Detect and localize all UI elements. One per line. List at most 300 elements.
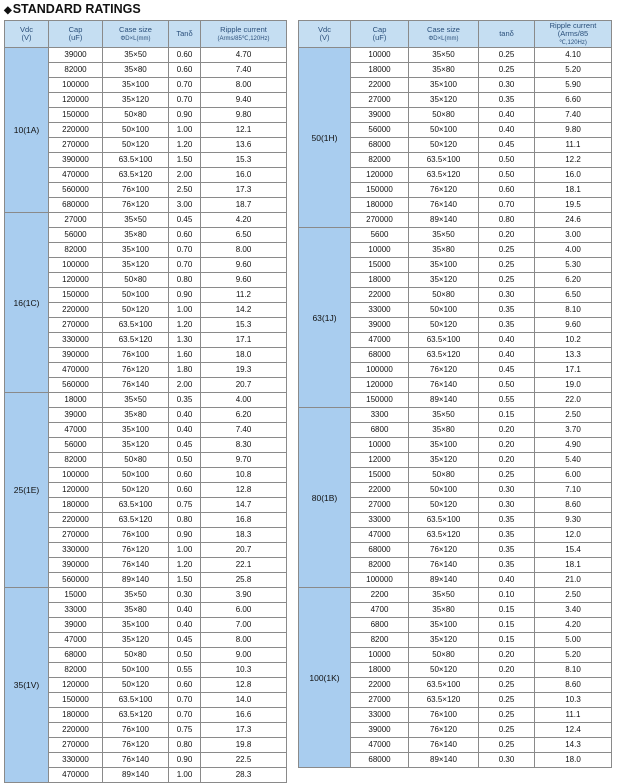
ripple-cell: 19.3: [201, 363, 287, 378]
tan-cell: 0.30: [169, 588, 201, 603]
cap-cell: 3300: [351, 408, 409, 423]
ripple-cell: 24.6: [535, 213, 612, 228]
tan-cell: 0.45: [479, 363, 535, 378]
tan-cell: 0.25: [479, 693, 535, 708]
ripple-cell: 14.0: [201, 693, 287, 708]
ripple-cell: 12.2: [535, 153, 612, 168]
cap-cell: 15000: [49, 588, 103, 603]
case-size-cell: 35×50: [103, 48, 169, 63]
tan-cell: 0.80: [169, 513, 201, 528]
ripple-cell: 12.1: [201, 123, 287, 138]
cap-cell: 47000: [351, 333, 409, 348]
case-size-cell: 76×100: [103, 723, 169, 738]
ripple-cell: 8.30: [201, 438, 287, 453]
voltage-group-cell: 25(1E): [5, 393, 49, 588]
ripple-cell: 14.3: [535, 738, 612, 753]
cap-cell: 82000: [49, 453, 103, 468]
cap-cell: 390000: [49, 153, 103, 168]
case-size-cell: 76×100: [103, 183, 169, 198]
cap-cell: 100000: [49, 468, 103, 483]
cap-cell: 47000: [49, 423, 103, 438]
voltage-group-cell: 63(1J): [299, 228, 351, 408]
ripple-cell: 17.1: [201, 333, 287, 348]
case-size-cell: 63.5×120: [409, 168, 479, 183]
ripple-cell: 17.1: [535, 363, 612, 378]
tan-cell: 0.40: [479, 108, 535, 123]
cap-cell: 10000: [351, 438, 409, 453]
case-size-cell: 35×120: [103, 93, 169, 108]
tan-cell: 0.90: [169, 528, 201, 543]
case-size-cell: 50×80: [409, 288, 479, 303]
case-size-cell: 76×140: [409, 738, 479, 753]
case-size-cell: 50×100: [103, 663, 169, 678]
case-size-cell: 63.5×100: [409, 333, 479, 348]
cap-cell: 180000: [49, 498, 103, 513]
tan-cell: 0.35: [479, 318, 535, 333]
tan-cell: 0.25: [479, 723, 535, 738]
cap-cell: 68000: [351, 348, 409, 363]
tan-cell: 1.20: [169, 558, 201, 573]
tan-cell: 0.60: [169, 63, 201, 78]
case-size-cell: 76×120: [409, 183, 479, 198]
ripple-cell: 10.3: [535, 693, 612, 708]
case-size-cell: 35×80: [103, 63, 169, 78]
table-row: [299, 588, 612, 603]
ripple-cell: 6.50: [201, 228, 287, 243]
cap-cell: 68000: [49, 648, 103, 663]
table-row: [299, 48, 612, 63]
table-row: [5, 213, 287, 228]
tan-cell: 1.20: [169, 138, 201, 153]
cap-cell: 680000: [49, 198, 103, 213]
cap-cell: 18000: [49, 393, 103, 408]
ripple-cell: 12.8: [201, 678, 287, 693]
case-size-cell: 35×50: [103, 588, 169, 603]
ripple-cell: 6.20: [535, 273, 612, 288]
tan-cell: 0.70: [479, 198, 535, 213]
cap-cell: 18000: [351, 663, 409, 678]
ripple-cell: 8.00: [201, 78, 287, 93]
ripple-cell: 19.5: [535, 198, 612, 213]
cap-cell: 270000: [49, 738, 103, 753]
case-size-cell: 76×140: [409, 558, 479, 573]
cap-cell: 39000: [49, 408, 103, 423]
tan-cell: 0.70: [169, 693, 201, 708]
tan-cell: 0.35: [479, 303, 535, 318]
header-case-size: Case size ΦD×L(mm): [409, 21, 479, 48]
tan-cell: 1.60: [169, 348, 201, 363]
cap-cell: 180000: [49, 708, 103, 723]
table-row: [5, 48, 287, 63]
ripple-cell: 8.10: [535, 303, 612, 318]
ripple-cell: 4.00: [535, 243, 612, 258]
ripple-cell: 6.50: [535, 288, 612, 303]
case-size-cell: 50×100: [103, 123, 169, 138]
cap-cell: 68000: [351, 753, 409, 768]
cap-cell: 120000: [49, 483, 103, 498]
cap-cell: 33000: [351, 303, 409, 318]
tan-cell: 0.75: [169, 498, 201, 513]
ripple-cell: 3.90: [201, 588, 287, 603]
case-size-cell: 63.5×100: [103, 318, 169, 333]
case-size-cell: 76×120: [409, 543, 479, 558]
cap-cell: 6800: [351, 423, 409, 438]
case-size-cell: 76×120: [409, 723, 479, 738]
ripple-cell: 4.10: [535, 48, 612, 63]
case-size-cell: 76×100: [103, 348, 169, 363]
cap-cell: 39000: [351, 723, 409, 738]
ripple-cell: 15.3: [201, 153, 287, 168]
case-size-cell: 63.5×120: [103, 168, 169, 183]
case-size-cell: 35×120: [409, 93, 479, 108]
ripple-cell: 11.1: [535, 708, 612, 723]
header-vdc: Vdc (V): [5, 21, 49, 48]
case-size-cell: 89×140: [409, 213, 479, 228]
case-size-cell: 35×120: [103, 258, 169, 273]
tan-cell: 0.40: [479, 333, 535, 348]
case-size-cell: 35×120: [103, 438, 169, 453]
ripple-cell: 7.10: [535, 483, 612, 498]
tan-cell: 0.40: [479, 123, 535, 138]
case-size-cell: 63.5×120: [409, 693, 479, 708]
tan-cell: 0.20: [479, 648, 535, 663]
case-size-cell: 63.5×120: [409, 348, 479, 363]
case-size-cell: 50×100: [409, 483, 479, 498]
case-size-cell: 76×100: [409, 708, 479, 723]
cap-cell: 270000: [49, 528, 103, 543]
ripple-cell: 22.5: [201, 753, 287, 768]
ripple-cell: 9.60: [201, 273, 287, 288]
tan-cell: 0.20: [479, 423, 535, 438]
case-size-cell: 35×50: [409, 408, 479, 423]
cap-cell: 330000: [49, 333, 103, 348]
tan-cell: 0.60: [169, 468, 201, 483]
case-size-cell: 50×100: [103, 288, 169, 303]
ripple-cell: 12.4: [535, 723, 612, 738]
cap-cell: 12000: [351, 453, 409, 468]
ripple-cell: 9.70: [201, 453, 287, 468]
ripple-cell: 14.7: [201, 498, 287, 513]
ripple-cell: 16.8: [201, 513, 287, 528]
case-size-cell: 50×120: [103, 303, 169, 318]
case-size-cell: 76×120: [103, 363, 169, 378]
ripple-cell: 17.3: [201, 183, 287, 198]
tan-cell: 0.90: [169, 753, 201, 768]
tan-cell: 0.15: [479, 408, 535, 423]
cap-cell: 560000: [49, 573, 103, 588]
ripple-cell: 9.80: [535, 123, 612, 138]
cap-cell: 470000: [49, 168, 103, 183]
case-size-cell: 63.5×100: [103, 153, 169, 168]
case-size-cell: 35×50: [409, 48, 479, 63]
tan-cell: 0.45: [479, 138, 535, 153]
tan-cell: 0.25: [479, 678, 535, 693]
ripple-cell: 22.0: [535, 393, 612, 408]
ripple-cell: 11.2: [201, 288, 287, 303]
cap-cell: 82000: [351, 558, 409, 573]
tan-cell: 0.30: [479, 78, 535, 93]
title-text: STANDARD RATINGS: [12, 2, 141, 16]
voltage-group-cell: 80(1B): [299, 408, 351, 588]
cap-cell: 120000: [49, 678, 103, 693]
cap-cell: 82000: [49, 663, 103, 678]
case-size-cell: 63.5×120: [103, 513, 169, 528]
cap-cell: 6800: [351, 618, 409, 633]
tan-cell: 0.35: [479, 558, 535, 573]
ripple-cell: 18.7: [201, 198, 287, 213]
case-size-cell: 35×120: [409, 273, 479, 288]
tan-cell: 1.20: [169, 318, 201, 333]
header-case-size: Case size ΦD×L(mm): [103, 21, 169, 48]
cap-cell: 100000: [351, 573, 409, 588]
table-header-row: [299, 21, 612, 48]
tan-cell: 0.20: [479, 453, 535, 468]
tan-cell: 0.35: [479, 528, 535, 543]
case-size-cell: 35×100: [103, 78, 169, 93]
cap-cell: 270000: [49, 318, 103, 333]
ripple-cell: 16.0: [201, 168, 287, 183]
cap-cell: 47000: [351, 738, 409, 753]
case-size-cell: 76×140: [409, 378, 479, 393]
case-size-cell: 50×100: [103, 468, 169, 483]
cap-cell: 18000: [351, 63, 409, 78]
ripple-cell: 5.20: [535, 63, 612, 78]
cap-cell: 120000: [351, 378, 409, 393]
case-size-cell: 63.5×120: [103, 333, 169, 348]
tan-cell: 0.45: [169, 438, 201, 453]
case-size-cell: 89×140: [409, 753, 479, 768]
cap-cell: 27000: [351, 93, 409, 108]
header-tan: Tanδ: [169, 21, 201, 48]
case-size-cell: 50×120: [103, 678, 169, 693]
ripple-cell: 12.8: [201, 483, 287, 498]
case-size-cell: 35×100: [409, 258, 479, 273]
cap-cell: 10000: [351, 243, 409, 258]
cap-cell: 150000: [49, 108, 103, 123]
cap-cell: 560000: [49, 183, 103, 198]
tan-cell: 0.30: [479, 753, 535, 768]
table-row: [299, 408, 612, 423]
case-size-cell: 35×80: [103, 228, 169, 243]
ripple-cell: 17.3: [201, 723, 287, 738]
tan-cell: 0.10: [479, 588, 535, 603]
diamond-bullet-icon: ◆: [4, 5, 12, 16]
cap-cell: 33000: [49, 603, 103, 618]
header-vdc: Vdc (V): [299, 21, 351, 48]
case-size-cell: 50×120: [409, 138, 479, 153]
case-size-cell: 63.5×100: [409, 678, 479, 693]
tan-cell: 1.50: [169, 153, 201, 168]
cap-cell: 220000: [49, 723, 103, 738]
ripple-cell: 5.30: [535, 258, 612, 273]
ripple-cell: 7.40: [201, 423, 287, 438]
tan-cell: 0.25: [479, 48, 535, 63]
tan-cell: 0.60: [479, 183, 535, 198]
cap-cell: 100000: [49, 258, 103, 273]
cap-cell: 390000: [49, 348, 103, 363]
cap-cell: 82000: [49, 63, 103, 78]
tan-cell: 0.60: [169, 483, 201, 498]
header-cap: Cap (uF): [49, 21, 103, 48]
tan-cell: 0.25: [479, 63, 535, 78]
tan-cell: 0.70: [169, 78, 201, 93]
case-size-cell: 35×100: [409, 618, 479, 633]
case-size-cell: 50×80: [103, 648, 169, 663]
case-size-cell: 35×50: [409, 228, 479, 243]
case-size-cell: 89×140: [409, 393, 479, 408]
cap-cell: 330000: [49, 543, 103, 558]
ripple-cell: 9.30: [535, 513, 612, 528]
ripple-cell: 13.3: [535, 348, 612, 363]
page-title: [4, 2, 141, 16]
tan-cell: 0.50: [479, 153, 535, 168]
cap-cell: 120000: [351, 168, 409, 183]
tan-cell: 0.15: [479, 603, 535, 618]
ripple-cell: 9.60: [201, 258, 287, 273]
cap-cell: 2200: [351, 588, 409, 603]
case-size-cell: 50×80: [103, 273, 169, 288]
tan-cell: 1.00: [169, 768, 201, 783]
ripple-cell: 2.50: [535, 408, 612, 423]
ripple-cell: 8.00: [201, 243, 287, 258]
tan-cell: 0.90: [169, 108, 201, 123]
ripple-cell: 9.00: [201, 648, 287, 663]
cap-cell: 180000: [351, 198, 409, 213]
cap-cell: 470000: [49, 768, 103, 783]
cap-cell: 82000: [49, 243, 103, 258]
case-size-cell: 50×120: [409, 318, 479, 333]
case-size-cell: 35×120: [409, 453, 479, 468]
case-size-cell: 35×100: [409, 438, 479, 453]
tan-cell: 0.55: [169, 663, 201, 678]
cap-cell: 10000: [351, 48, 409, 63]
case-size-cell: 50×100: [409, 123, 479, 138]
case-size-cell: 35×120: [103, 633, 169, 648]
ripple-cell: 19.0: [535, 378, 612, 393]
cap-cell: 330000: [49, 753, 103, 768]
tan-cell: 0.30: [479, 288, 535, 303]
header-cap: Cap (uF): [351, 21, 409, 48]
cap-cell: 10000: [351, 648, 409, 663]
case-size-cell: 63.5×100: [103, 498, 169, 513]
tan-cell: 0.40: [479, 348, 535, 363]
cap-cell: 68000: [351, 543, 409, 558]
tan-cell: 0.15: [479, 633, 535, 648]
cap-cell: 220000: [49, 123, 103, 138]
tan-cell: 3.00: [169, 198, 201, 213]
case-size-cell: 35×100: [409, 78, 479, 93]
case-size-cell: 35×50: [103, 213, 169, 228]
ripple-cell: 9.60: [535, 318, 612, 333]
ripple-cell: 4.00: [201, 393, 287, 408]
tan-cell: 0.80: [479, 213, 535, 228]
tan-cell: 0.25: [479, 738, 535, 753]
voltage-group-cell: 50(1H): [299, 48, 351, 228]
tan-cell: 0.40: [169, 603, 201, 618]
cap-cell: 5600: [351, 228, 409, 243]
cap-cell: 120000: [49, 93, 103, 108]
cap-cell: 18000: [351, 273, 409, 288]
case-size-cell: 89×140: [103, 768, 169, 783]
cap-cell: 56000: [49, 228, 103, 243]
tan-cell: 0.80: [169, 738, 201, 753]
cap-cell: 560000: [49, 378, 103, 393]
case-size-cell: 76×120: [409, 363, 479, 378]
cap-cell: 8200: [351, 633, 409, 648]
ripple-cell: 16.6: [201, 708, 287, 723]
case-size-cell: 50×80: [103, 108, 169, 123]
ripple-cell: 7.40: [201, 63, 287, 78]
ripple-cell: 18.0: [201, 348, 287, 363]
voltage-group-cell: 100(1K): [299, 588, 351, 768]
tan-cell: 0.35: [479, 543, 535, 558]
ripple-cell: 4.70: [201, 48, 287, 63]
tan-cell: 0.25: [479, 273, 535, 288]
case-size-cell: 76×140: [103, 753, 169, 768]
tan-cell: 0.50: [169, 453, 201, 468]
cap-cell: 56000: [351, 123, 409, 138]
tan-cell: 1.50: [169, 573, 201, 588]
ripple-cell: 20.7: [201, 543, 287, 558]
case-size-cell: 35×50: [103, 393, 169, 408]
ripple-cell: 8.10: [535, 663, 612, 678]
ripple-cell: 28.3: [201, 768, 287, 783]
tan-cell: 0.25: [479, 468, 535, 483]
tan-cell: 0.40: [479, 573, 535, 588]
ripple-cell: 4.90: [535, 438, 612, 453]
ripple-cell: 5.90: [535, 78, 612, 93]
ripple-cell: 13.6: [201, 138, 287, 153]
cap-cell: 220000: [49, 303, 103, 318]
tan-cell: 2.00: [169, 168, 201, 183]
tan-cell: 0.50: [169, 648, 201, 663]
cap-cell: 39000: [351, 318, 409, 333]
ripple-cell: 18.1: [535, 558, 612, 573]
table-row: [5, 393, 287, 408]
tan-cell: 0.70: [169, 243, 201, 258]
table-row: [299, 228, 612, 243]
cap-cell: 15000: [351, 258, 409, 273]
tan-cell: 1.80: [169, 363, 201, 378]
ripple-cell: 6.00: [535, 468, 612, 483]
tan-cell: 0.75: [169, 723, 201, 738]
case-size-cell: 76×120: [103, 738, 169, 753]
case-size-cell: 35×80: [409, 603, 479, 618]
cap-cell: 390000: [49, 558, 103, 573]
cap-cell: 22000: [351, 483, 409, 498]
case-size-cell: 35×100: [103, 618, 169, 633]
tan-cell: 0.35: [479, 93, 535, 108]
ripple-cell: 6.60: [535, 93, 612, 108]
tan-cell: 0.70: [169, 708, 201, 723]
tan-cell: 0.30: [479, 483, 535, 498]
case-size-cell: 35×80: [409, 63, 479, 78]
ripple-cell: 6.00: [201, 603, 287, 618]
case-size-cell: 35×80: [409, 243, 479, 258]
cap-cell: 33000: [351, 513, 409, 528]
cap-cell: 150000: [49, 693, 103, 708]
case-size-cell: 76×140: [103, 378, 169, 393]
case-size-cell: 76×140: [103, 558, 169, 573]
tan-cell: 0.60: [169, 678, 201, 693]
cap-cell: 22000: [351, 678, 409, 693]
case-size-cell: 35×100: [103, 423, 169, 438]
voltage-group-cell: 16(1C): [5, 213, 49, 393]
tan-cell: 0.45: [169, 213, 201, 228]
tan-cell: 1.30: [169, 333, 201, 348]
ripple-cell: 18.3: [201, 528, 287, 543]
ripple-cell: 14.2: [201, 303, 287, 318]
